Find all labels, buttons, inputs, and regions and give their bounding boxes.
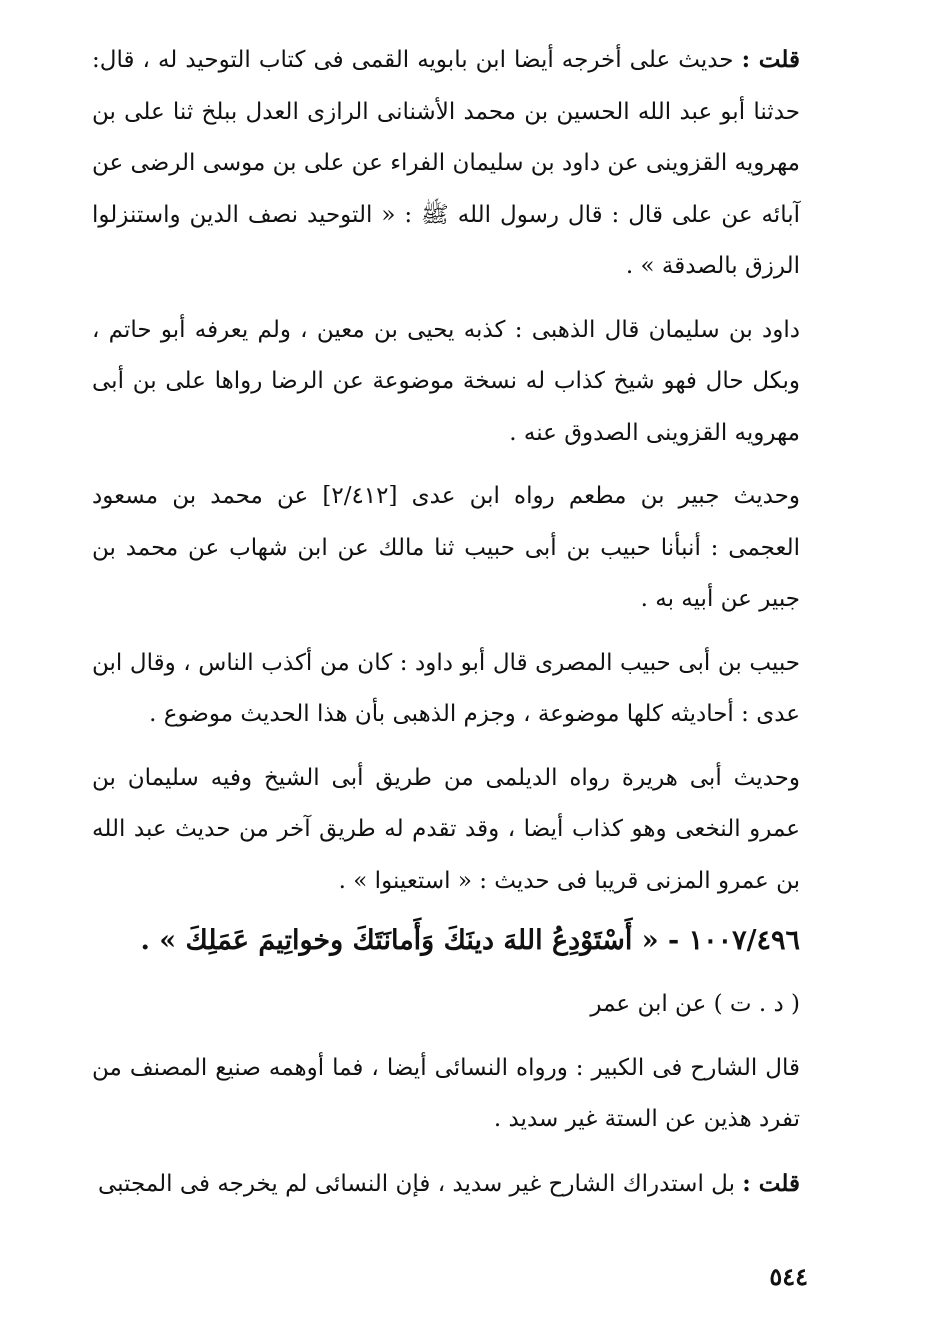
paragraph-lead: قلت : [741, 46, 800, 73]
paragraph-1 [92, 34, 800, 293]
hadith-heading [92, 913, 800, 969]
paragraph-text: داود بن سليمان قال الذهبى : كذبه يحيى بن معين ، ولم يعرفه أبو حاتم ، وبكل حال فهو شيخ كذاب له نسخة موضوعة عن الرضا رواها على بن أبى مهرويه القزوينى الصدوق عنه . [92, 316, 800, 446]
paragraph-text: حديث على أخرجه أيضا ابن بابويه القمى فى كتاب التوحيد له ، قال: حدثنا أبو عبد الله الحسين بن محمد الأشنانى الرازى العدل ببلخ ثنا على بن مهرويه القزوينى عن داود بن سليمان الفراء عن على بن موسى الرضى عن آبائه عن على قال : قال رسول الله ﷺ : « التوحيد نصف الدين واستنزلوا الرزق بالصدقة » . [92, 47, 800, 279]
paragraph-text: بل استدراك الشارح غير سديد ، فإن النسائى لم يخرجه فى المجتبى [97, 1170, 743, 1197]
paragraph-3 [92, 471, 800, 626]
hadith-text: - « أَسْتَوْدِعُ اللهَ دينَكَ وَأَمانَتَكَ وخواتِيمَ عَمَلِكَ » . [140, 925, 689, 956]
paragraph-lead: قلت : [742, 1169, 800, 1197]
page-number: ٥٤٤ [769, 1262, 808, 1291]
paragraph-5 [92, 753, 800, 908]
paragraph-text: وحديث جبير بن مطعم رواه ابن عدى [٢/٤١٢] عن محمد بن مسعود العجمى : أنبأنا حبيب بن أبى حبيب ثنا مالك عن ابن شهاب عن محمد بن جبير عن أبيه به . [92, 483, 801, 612]
paragraph-text: قال الشارح فى الكبير : ورواه النسائى أيضا ، فما أوهمه صنيع المصنف من تفرد هذين عن الستة غير سديد . [92, 1054, 800, 1132]
paragraph-4 [92, 638, 800, 741]
commentary-1 [92, 1043, 800, 1146]
hadith-source: ( د . ت ) عن ابن عمر [590, 991, 800, 1017]
paragraph-text: حبيب بن أبى حبيب المصرى قال أبو داود : كان من أكذب الناس ، وقال ابن عدى : أحاديثه كلها موضوعة ، وجزم الذهبى بأن هذا الحديث موضوع . [92, 649, 800, 727]
hadith-number: ١٠٠٧/٤٩٦ [688, 925, 800, 956]
paragraph-text: وحديث أبى هريرة رواه الديلمى من طريق أبى الشيخ وفيه سليمان بن عمرو النخعى وهو كذاب أيضا ، وقد تقدم له طريق آخر من حديث عبد الله بن عمرو المزنى قريبا فى حديث : « استعينوا » . [92, 764, 800, 894]
paragraph-2 [92, 305, 800, 460]
main-text [92, 34, 800, 1222]
commentary-2 [92, 1158, 800, 1211]
